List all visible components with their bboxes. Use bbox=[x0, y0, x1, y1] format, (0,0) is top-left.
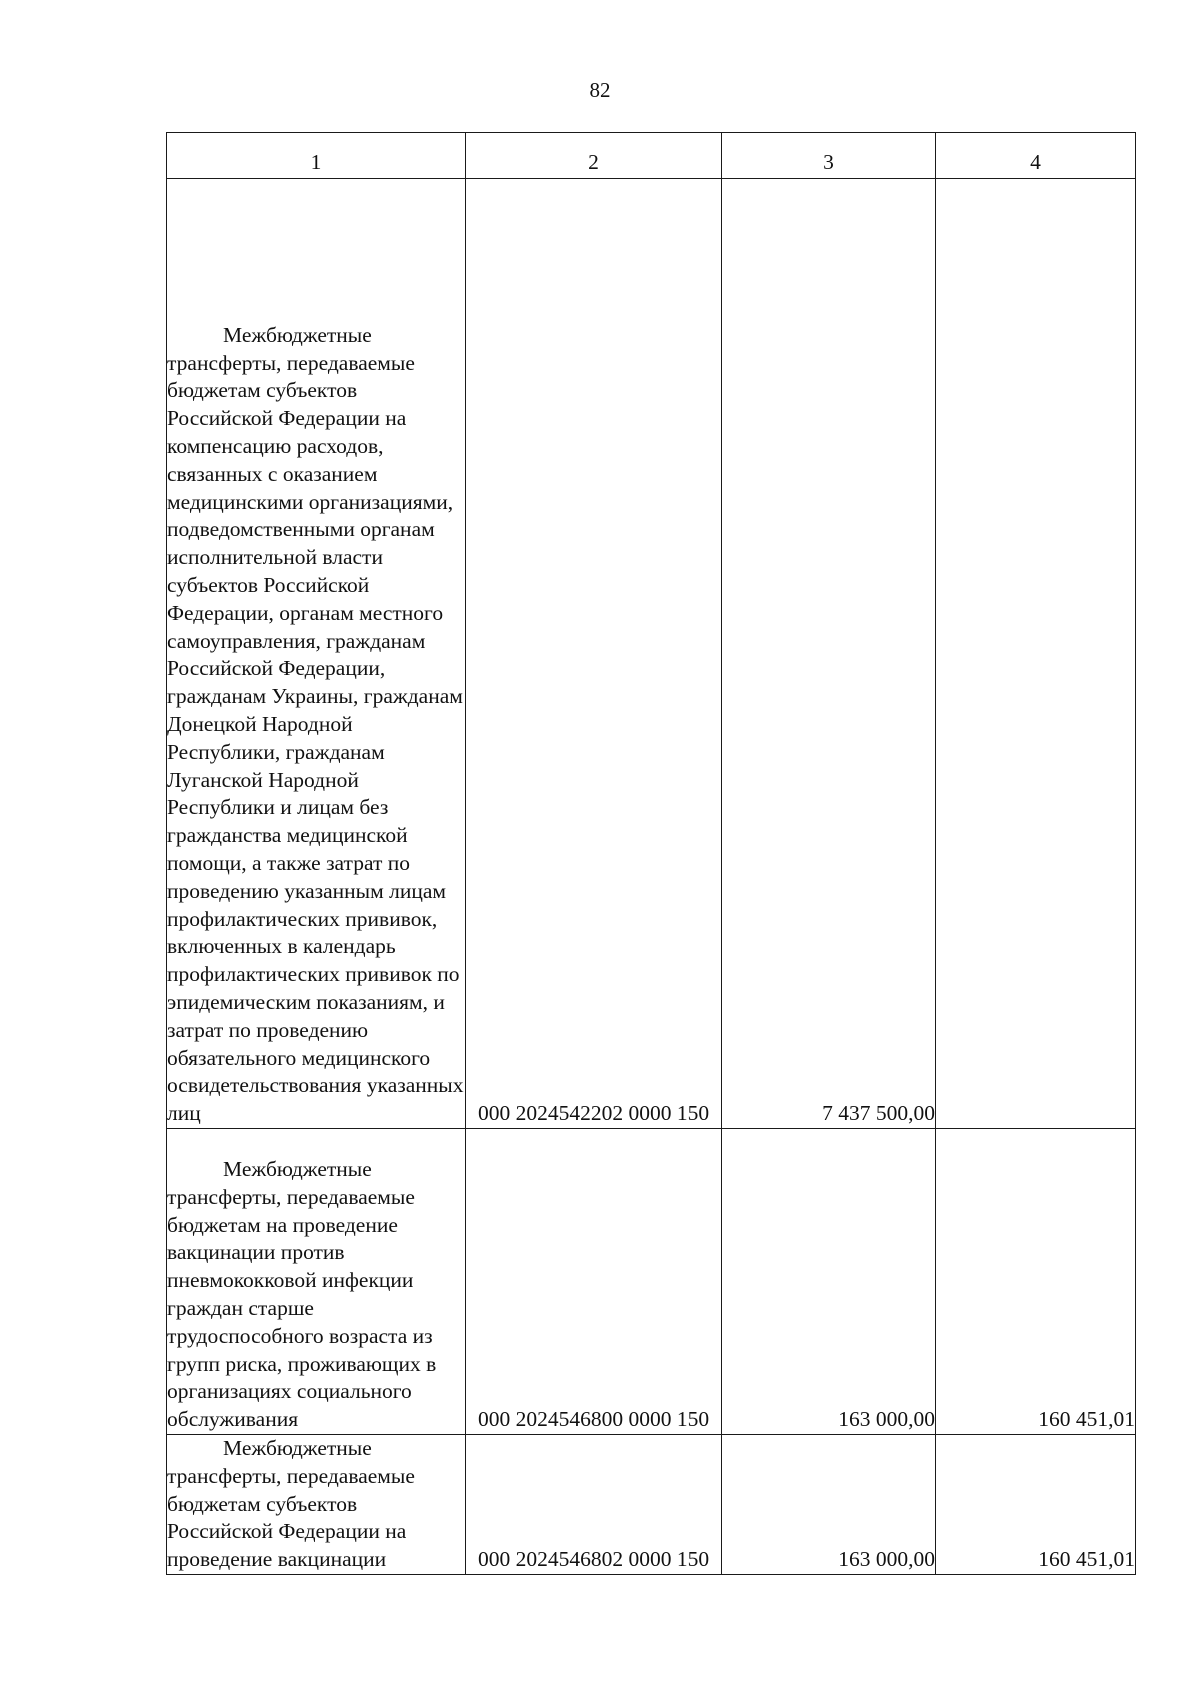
header-row bbox=[167, 133, 1136, 179]
row-amount-col4 bbox=[936, 179, 1136, 1129]
column-header-2: 2 bbox=[466, 133, 722, 179]
row-code: 000 2024546800 0000 150 bbox=[466, 1129, 722, 1435]
row-code: 000 2024542202 0000 150 bbox=[466, 179, 722, 1129]
row-amount-col3: 163 000,00 bbox=[722, 1435, 936, 1575]
column-header-1: 1 bbox=[167, 133, 466, 179]
table-row bbox=[167, 1435, 1136, 1575]
row-description: Межбюджетные трансферты, передаваемые бюджетам субъектов Российской Федерации на компенсацию расходов, связанных с оказанием медицинскими организациями, подведомственными органам исполнительной власти субъектов Российской Федерации, органам местного самоуправления, гражданам Российской Федерации, гражданам Украины, гражданам Донецкой Народной Республики, гражданам Луганской Народной Республики и лицам без гражданства медицинской помощи, а также затрат по проведению указанным лицам профилактических прививок, включенных в календарь профилактических прививок по эпидемическим показаниям, и затрат по проведению обязательного медицинского освидетельствования указанных лиц bbox=[167, 322, 464, 1126]
table-row bbox=[167, 1129, 1136, 1435]
row-description-cell bbox=[167, 179, 466, 1129]
row-description-cell bbox=[167, 1129, 466, 1435]
row-amount-col4: 160 451,01 bbox=[936, 1435, 1136, 1575]
row-amount-col4: 160 451,01 bbox=[936, 1129, 1136, 1435]
column-header-4: 4 bbox=[936, 133, 1136, 179]
row-description-cell bbox=[167, 1435, 466, 1575]
row-amount-col3: 7 437 500,00 bbox=[722, 179, 936, 1129]
row-description: Межбюджетные трансферты, передаваемые бюджетам субъектов Российской Федерации на проведение вакцинации bbox=[167, 1436, 415, 1572]
row-description: Межбюджетные трансферты, передаваемые бюджетам на проведение вакцинации против пневмококковой инфекции граждан старше трудоспособного возраста из групп риска, проживающих в организациях социального обслуживания bbox=[167, 1157, 437, 1432]
page-number: 82 bbox=[589, 78, 611, 102]
row-amount-col3: 163 000,00 bbox=[722, 1129, 936, 1435]
table-row bbox=[167, 179, 1136, 1129]
column-header-3: 3 bbox=[722, 133, 936, 179]
row-code: 000 2024546802 0000 150 bbox=[466, 1435, 722, 1575]
budget-table bbox=[166, 132, 1136, 1575]
